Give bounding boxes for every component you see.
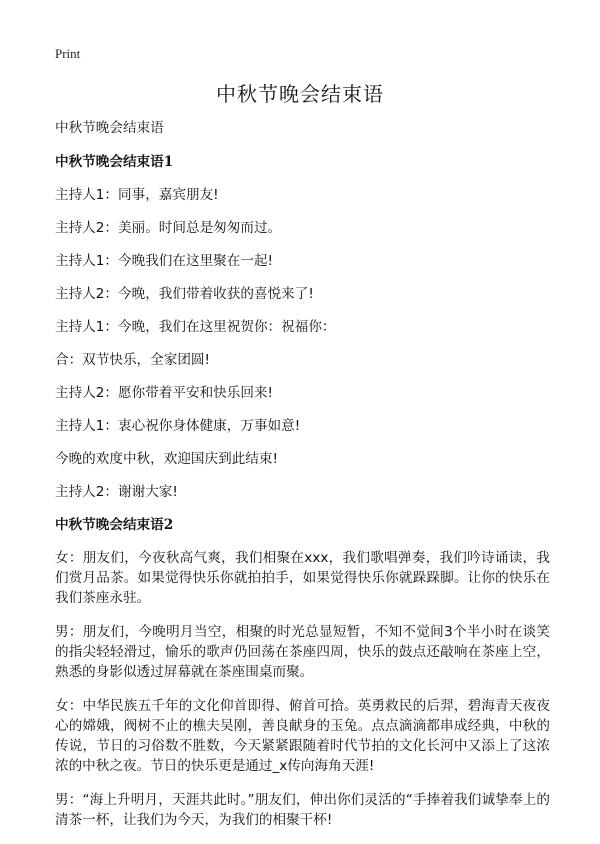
dialogue-line: 主持人1：同事，嘉宾朋友!	[55, 187, 219, 203]
speech-paragraph: 男：朋友们，今晚明月当空，相聚的时光总显短暂，不知不觉间3个半小时在谈笑的指尖轻轻滑过，愉乐的歌声仍回荡在茶座四周，快乐的鼓点还敲响在茶座上空，熟悉的身影似透过屏幕就在茶座围桌而聚。	[55, 624, 550, 680]
dialogue-line: 合：双节快乐，全家团圆!	[55, 352, 210, 368]
dialogue-line: 今晚的欢度中秋，欢迎国庆到此结束!	[55, 451, 278, 467]
dialogue-line: 主持人1：衷心祝你身体健康，万事如意!	[55, 418, 301, 434]
intro-text: 中秋节晚会结束语	[55, 120, 164, 136]
dialogue-line: 主持人1：今晚，我们在这里祝贺你：祝福你：	[55, 319, 336, 335]
section-heading-1: 中秋节晚会结束语1	[55, 154, 174, 170]
speech-paragraph: 女：朋友们，今夜秋高气爽，我们相聚在xxx，我们歌唱弹奏，我们吟诗诵读，我们赏月品茶。如果觉得快乐你就拍拍手，如果觉得快乐你就跺跺脚。让你的快乐在我们茶座永驻。	[55, 550, 550, 606]
section-heading-2: 中秋节晚会结束语2	[55, 517, 174, 533]
print-link[interactable]: Print	[55, 46, 81, 61]
document-body	[55, 118, 550, 844]
speech-paragraph: 男：“海上升明月，天涯共此时。”朋友们，伸出你们灵活的“手捧着我们诚挚奉上的清茶一杯，让我们为今天，为我们的相聚干杯!	[55, 792, 550, 828]
dialogue-line: 主持人2：谢谢大家!	[55, 484, 178, 500]
dialogue-line: 主持人2：今晚，我们带着收获的喜悦来了!	[55, 286, 314, 302]
page-title: 中秋节晚会结束语	[216, 82, 384, 106]
dialogue-line: 主持人2：愿你带着平安和快乐回来!	[55, 385, 274, 401]
dialogue-line: 主持人2：美丽。时间总是匆匆而过。	[55, 220, 282, 236]
dialogue-line: 主持人1：今晚我们在这里聚在一起!	[55, 253, 274, 269]
speech-paragraph: 女：中华民族五千年的文化仰首即得、俯首可拾。英勇救民的后羿，碧海青天夜夜心的嫦娥，阀树不止的樵夫吴刚，善良献身的玉兔。点点滴滴都串成经典，中秋的传说，节日的习俗数不胜数，今天紧紧跟随着时代节拍的文化长河中又添上了这浓浓的中秋之夜。节日的快乐更是通过_x传向海角天涯!	[55, 698, 550, 774]
